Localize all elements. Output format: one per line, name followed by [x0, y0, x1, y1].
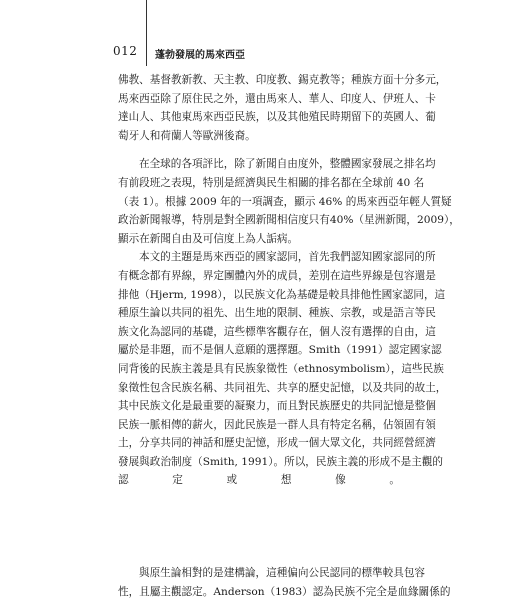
- text-line: 顯示在新聞自由及可信度上為人詬病。: [118, 232, 299, 245]
- text-line: 有概念都有界線，界定團體內外的成員，差別在這些界線是包容還是: [118, 269, 436, 282]
- header-rule: [146, 0, 147, 66]
- text-line: 萄牙人和荷蘭人等歐洲後裔。: [118, 129, 256, 142]
- paragraph-1: [118, 71, 447, 145]
- text-line: 民族一脈相傳的薪火，因此民族是一群人具有特定名稱，佔領固有領: [118, 418, 436, 431]
- text-line: 有前段班之表現，特別是經濟與民生相關的排名都在全球前 40 名: [118, 176, 425, 189]
- text-line: 同背後的民族主義是具有民族象徵性（ethnosymbolism），這些民族: [118, 362, 444, 375]
- text-line: 本文的主題是馬來西亞的國家認同，首先我們認知國家認同的所: [139, 251, 436, 264]
- paragraph-3: [118, 248, 447, 564]
- text-line: 屬於是非題，而不是個人意願的選擇題。Smith（1991）認定國家認: [118, 344, 442, 357]
- text-line: [118, 546, 400, 565]
- text-line: 族文化為認同的基礎，這些標準客觀存在，個人沒有選擇的自由，這: [118, 325, 436, 338]
- paragraph-4: [118, 564, 451, 601]
- text-line: 象徵性包含民族名稱、共同祖先、共享的歷史記憶，以及共同的故土，: [118, 381, 447, 394]
- text-line: [118, 490, 400, 509]
- text-line: [118, 527, 400, 546]
- running-head: 蓬勃發展的馬來西亞: [155, 50, 245, 61]
- paragraph-2: [118, 155, 460, 248]
- text-line: 性，且屬主觀認定。Anderson（1983）認為民族不完全是血緣關係的: [118, 586, 451, 599]
- text-line: 馬來西亞除了原住民之外，還由馬來人、華人、印度人、伊班人、卡: [118, 92, 436, 105]
- text-line: 在全球的各項評比，除了新聞自由度外，整體國家發展之排名均: [139, 158, 436, 171]
- text-line: 其中民族文化是最重要的凝聚力，而且對民族歷史的共同記憶是整個: [118, 400, 436, 413]
- text-line: 排他（Hjerm, 1998），以民族文化為基礎是較具排他性國家認同，這: [118, 288, 446, 301]
- text-line: 發展與政治制度（Smith, 1991）。所以，民族主義的形成不是主觀的: [118, 455, 444, 468]
- text-line: 與原生論相對的是建構論，這種偏向公民認同的標準較具包容: [139, 567, 426, 580]
- text-line: [118, 509, 400, 528]
- text-line: 土，分享共同的神話和歷史記憶，形成一個大眾文化，共同經營經濟: [118, 437, 436, 450]
- text-line: 達山人、其他東馬來西亞民族，以及其他殖民時期留下的英國人、葡: [118, 111, 436, 124]
- body-text: [118, 71, 460, 602]
- text-line: 種原生論以共同的祖先、出生地的限制、種族、宗教，或是語言等民: [118, 307, 436, 320]
- text-line: 政治新聞報導，特別是對全國新聞相信度只有40%（星洲新聞，2009），: [118, 214, 460, 227]
- text-line: 佛教、基督教新教、天主教、印度教、錫克教等；種族方面十分多元，: [118, 74, 447, 86]
- page-number: 012: [113, 44, 138, 58]
- text-line: 認定或想像。: [118, 474, 400, 487]
- text-line: （表 1）。根據 2009 年的一項調查，顯示 46% 的馬來西亞年輕人質疑: [118, 195, 452, 208]
